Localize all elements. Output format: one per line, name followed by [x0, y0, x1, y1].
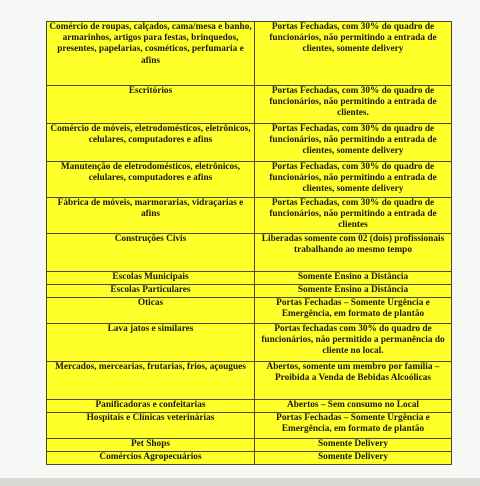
sector-cell: Panificadoras e confeitarias [47, 400, 255, 413]
sector-cell: Escolas Municipais [47, 272, 255, 285]
table-row [47, 86, 452, 124]
table-row [47, 162, 452, 198]
bottom-shade [0, 478, 480, 486]
table-row [47, 439, 452, 452]
table-row [47, 298, 452, 324]
rule-cell: Somente Ensino a Distância [255, 272, 452, 285]
sector-cell: Pet Shops [47, 439, 255, 452]
table-row [47, 234, 452, 272]
table-row [47, 285, 452, 298]
table-row [47, 413, 452, 439]
rule-cell: Abertos – Sem consumo no Local [255, 400, 452, 413]
sector-cell: Manutenção de eletrodomésticos, eletrônicos, celulares, computadores e afins [47, 162, 255, 198]
sector-cell: Comércios Agropecuários [47, 452, 255, 465]
table-row [47, 22, 452, 86]
sector-cell: Hospitais e Clínicas veterinárias [47, 413, 255, 439]
rule-cell: Abertos, somente um membro por família – Proibida a Venda de Bebidas Alcoólicas [255, 362, 452, 400]
sector-cell: Mercados, mercearias, frutarias, frios, açougues [47, 362, 255, 400]
rule-cell: Somente Delivery [255, 439, 452, 452]
table-row [47, 198, 452, 234]
rule-cell: Portas Fechadas, com 30% do quadro de funcionários, não permitindo a entrada de clientes, somente delivery [255, 124, 452, 162]
rule-cell: Liberadas somente com 02 (dois) profissionais trabalhando ao mesmo tempo [255, 234, 452, 272]
rule-cell: Portas Fechadas, com 30% do quadro de funcionários, não permitindo a entrada de clientes [255, 198, 452, 234]
sector-cell: Óticas [47, 298, 255, 324]
sector-cell: Fábrica de móveis, marmorarias, vidraçarias e afins [47, 198, 255, 234]
sector-rules-table [46, 21, 452, 465]
table-row [47, 124, 452, 162]
table-row [47, 452, 452, 465]
sector-cell: Escritórios [47, 86, 255, 124]
rule-cell: Portas Fechadas – Somente Urgência e Emergência, em formato de plantão [255, 413, 452, 439]
rule-cell: Portas Fechadas – Somente Urgência e Emergência, em formato de plantão [255, 298, 452, 324]
sector-cell: Escolas Particulares [47, 285, 255, 298]
rule-cell: Somente Ensino a Distância [255, 285, 452, 298]
rule-cell: Portas fechadas com 30% do quadro de funcionários, não permitido a permanência do cliente no local. [255, 324, 452, 362]
sector-cell: Lava jatos e similares [47, 324, 255, 362]
sector-cell: Comércio de roupas, calçados, cama/mesa e banho, armarinhos, artigos para festas, brinquedos, presentes, papelarias, cosméticos, perfumaria e afins [47, 22, 255, 86]
sector-cell: Construções Civis [47, 234, 255, 272]
rule-cell: Somente Delivery [255, 452, 452, 465]
sector-cell: Comércio de móveis, eletrodomésticos, eletrônicos, celulares, computadores e afins [47, 124, 255, 162]
rule-cell: Portas Fechadas, com 30% do quadro de funcionários, não permitindo a entrada de clientes, somente delivery [255, 162, 452, 198]
table-row [47, 362, 452, 400]
rule-cell: Portas Fechadas, com 30% do quadro de funcionários, não permitindo a entrada de clientes. [255, 86, 452, 124]
table-row [47, 324, 452, 362]
table-body [47, 22, 452, 465]
rule-cell: Portas Fechadas, com 30% do quadro de funcionários, não permitindo a entrada de clientes, somente delivery [255, 22, 452, 86]
table-row [47, 400, 452, 413]
table-row [47, 272, 452, 285]
